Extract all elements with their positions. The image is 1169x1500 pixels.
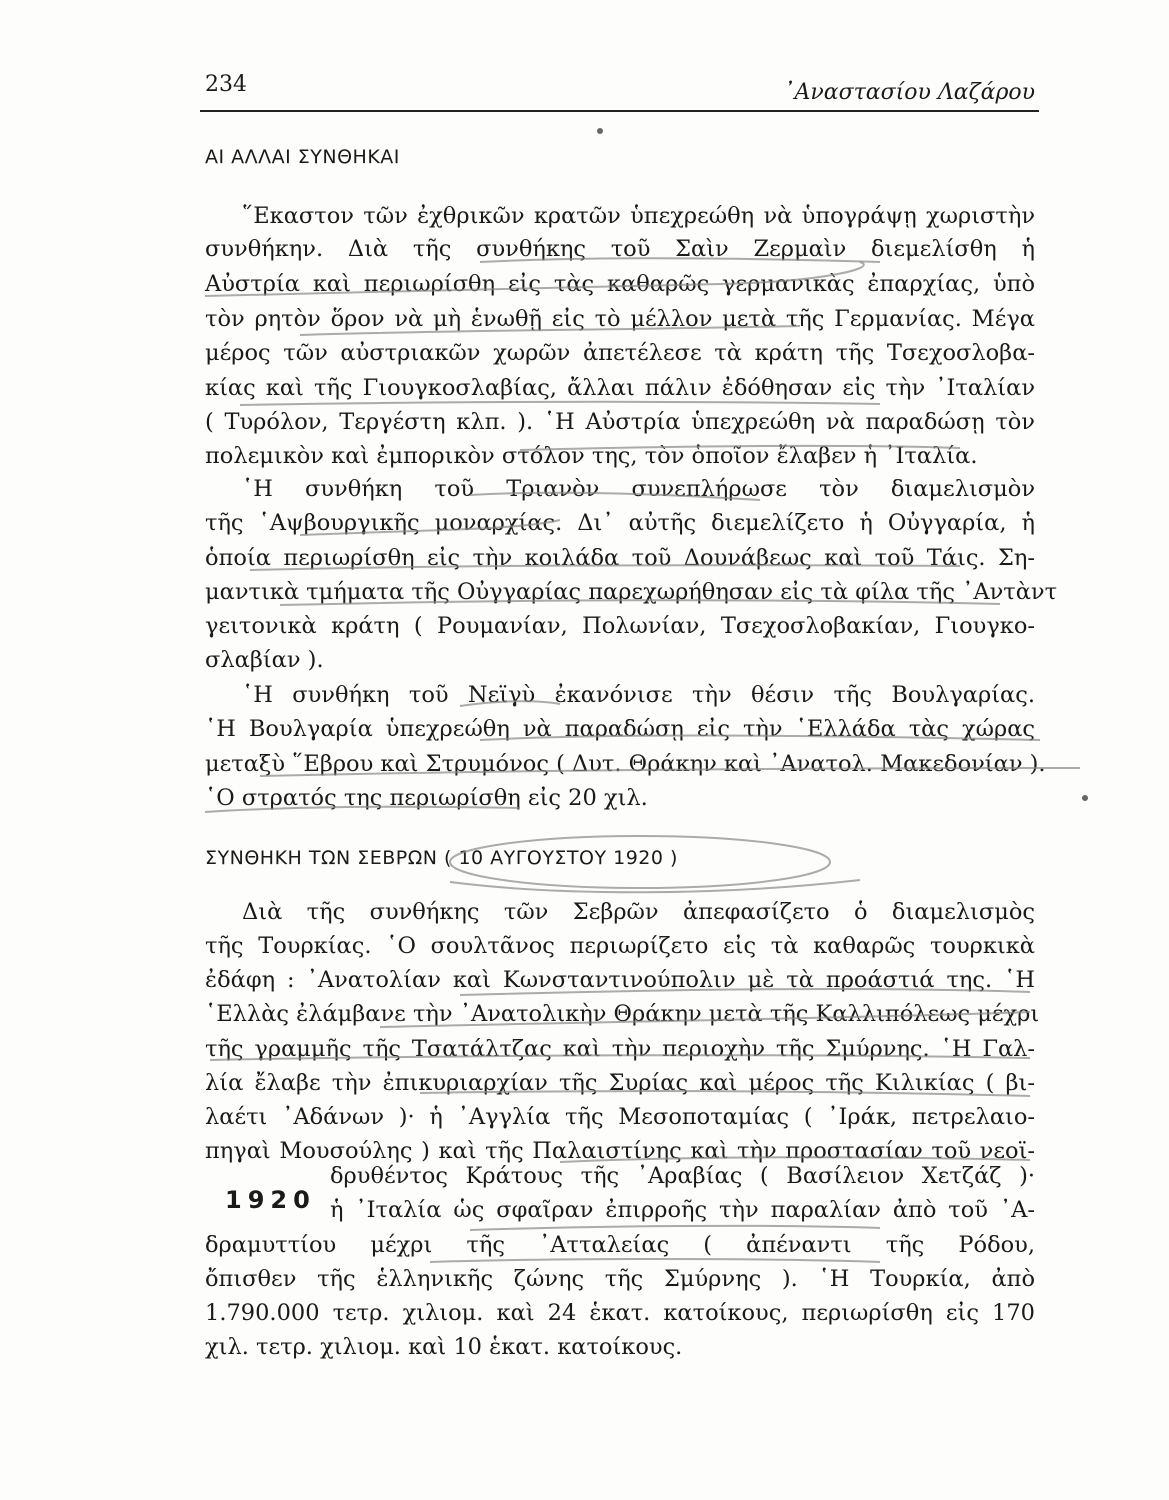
text-line: μέρος τῶν αὐστριακῶν χωρῶν ἀπετέλεσε τὰ κράτη τῆς Τσεχοσλοβα-: [205, 340, 1035, 366]
text-line: ὁποία περιωρίσθη εἰς τὴν κοιλάδα τοῦ Δουνάβεως καὶ τοῦ Τάις. Ση-: [205, 545, 1035, 571]
text-line: τῆς γραμμῆς τῆς Τσατάλτζας καὶ τὴν περιοχὴν τῆς Σμύρνης. ῾Η Γαλ-: [205, 1036, 1035, 1062]
text-line: χιλ. τετρ. χιλιομ. καὶ 10 ἑκατ. κατοίκους.: [205, 1334, 683, 1360]
text-line: πολεμικὸν καὶ ἐμπορικὸν στόλον της, τὸν ὁποῖον ἔλαβεν ἡ ᾿Ιταλία.: [205, 443, 978, 469]
text-line: λαέτι ᾿Αδάνων )· ἡ ᾿Αγγλία τῆς Μεσοποταμίας ( ᾿Ιράκ, πετρελαιο-: [205, 1104, 1035, 1130]
text-line: τῆς Τουρκίας. ῾Ο σουλτᾶνος περιωρίζετο εἰς τὰ καθαρῶς τουρκικὰ: [205, 933, 1035, 959]
text-line: μεταξὺ ῞Εβρου καὶ Στρυμόνος ( Δυτ. Θράκην καὶ ᾿Ανατολ. Μακεδονίαν ).: [205, 751, 1046, 777]
text-line: ( Τυρόλον, Τεργέστη κλπ. ). ῾Η Αὐστρία ὑπεχρεώθη νὰ παραδώσῃ τὸν: [205, 409, 1035, 435]
text-line: ῾Η συνθήκη τοῦ Νεϊγὺ ἐκανόνισε τὴν θέσιν τῆς Βουλγαρίας.: [242, 682, 1035, 708]
margin-year: 1920: [225, 1186, 316, 1214]
text-line: ῾Η Βουλγαρία ὑπεχρεώθη νὰ παραδώσῃ εἰς τὴν ῾Ελλάδα τὰς χώρας: [205, 716, 1035, 742]
text-line: δραμυττίου μέχρι τῆς ᾿Ατταλείας ( ἀπέναντι τῆς Ρόδου,: [205, 1232, 1035, 1258]
section-heading-treaty-of-sevres: ΣΥΝΘΗΚΗ ΤΩΝ ΣΕΒΡΩΝ ( 10 ΑΥΓΟΥΣΤΟΥ 1920 ): [205, 847, 678, 869]
text-line: πηγαὶ Μουσούλης ) καὶ τῆς Παλαιστίνης καὶ τὴν προστασίαν τοῦ νεοϊ-: [205, 1138, 1035, 1164]
text-line: μαντικὰ τμήματα τῆς Οὐγγαρίας παρεχωρήθησαν εἰς τὰ φίλα τῆς ᾿Αντὰντ: [205, 579, 1058, 605]
section-heading-other-treaties: ΑΙ ΑΛΛΑΙ ΣΥΝΘΗΚΑΙ: [205, 146, 400, 168]
running-head: ᾿Αναστασίου Λαζάρου: [783, 80, 1035, 105]
text-line: γειτονικὰ κράτη ( Ρουμανίαν, Πολωνίαν, Τσεχοσλοβακίαν, Γιουγκο-: [205, 613, 1035, 639]
text-line: ῾Ο στρατός της περιωρίσθη εἰς 20 χιλ.: [205, 785, 648, 811]
text-line: κίας καὶ τῆς Γιουγκοσλαβίας, ἄλλαι πάλιν ἐδόθησαν εἰς τὴν ᾿Ιταλίαν: [205, 375, 1035, 401]
text-line: δρυθέντος Κράτους τῆς ᾿Αραβίας ( Βασίλειον Χετζάζ )·: [330, 1163, 1035, 1189]
text-line: τῆς ῾Αψβουργικῆς μοναρχίας. Δι᾿ αὐτῆς διεμελίζετο ἡ Οὐγγαρία, ἡ: [205, 510, 1035, 536]
header-rule: [200, 110, 1039, 112]
page-number: 234: [205, 72, 247, 97]
text-line: σλαβίαν ).: [205, 647, 324, 673]
text-line: ῞Εκαστον τῶν ἐχθρικῶν κρατῶν ὑπεχρεώθη νὰ ὑπογράψῃ χωριστὴν: [242, 203, 1035, 229]
text-line: ῾Ελλὰς ἐλάμβανε τὴν ᾿Ανατολικὴν Θράκην μετὰ τῆς Καλλιπόλεως μέχρι: [205, 1001, 1040, 1027]
text-line: Διὰ τῆς συνθήκης τῶν Σεβρῶν ἀπεφασίζετο ὁ διαμελισμὸς: [242, 899, 1035, 925]
text-line: Αὐστρία καὶ περιωρίσθη εἰς τὰς καθαρῶς γερμανικὰς ἐπαρχίας, ὑπὸ: [205, 271, 1035, 297]
pencil-dot: [597, 128, 603, 134]
text-line: ῾Η συνθήκη τοῦ Τριανὸν συνεπλήρωσε τὸν διαμελισμὸν: [242, 476, 1035, 502]
text-line: ἐδάφη : ᾿Ανατολίαν καὶ Κωνσταντινούπολιν μὲ τὰ προάστιά της. ῾Η: [205, 967, 1035, 993]
pencil-dot: [1082, 795, 1088, 801]
text-line: ὄπισθεν τῆς ἑλληνικῆς ζώνης τῆς Σμύρνης ). ῾Η Τουρκία, ἀπὸ: [205, 1266, 1035, 1292]
text-line: ἡ ᾿Ιταλία ὡς σφαῖραν ἐπιρροῆς τὴν παραλίαν ἀπὸ τοῦ ᾿Α-: [330, 1197, 1035, 1223]
text-line: 1.790.000 τετρ. χιλιομ. καὶ 24 ἑκατ. κατοίκους, περιωρίσθη εἰς 170: [205, 1300, 1035, 1326]
text-line: λία ἔλαβε τὴν ἐπικυριαρχίαν τῆς Συρίας καὶ μέρος τῆς Κιλικίας ( βι-: [205, 1070, 1035, 1096]
text-line: συνθήκην. Διὰ τῆς συνθήκης τοῦ Σαὶν Ζερμαὶν διεμελίσθη ἡ: [205, 236, 1035, 262]
text-line: τὸν ρητὸν ὅρον νὰ μὴ ἑνωθῇ εἰς τὸ μέλλον μετὰ τῆς Γερμανίας. Μέγα: [205, 306, 1035, 332]
